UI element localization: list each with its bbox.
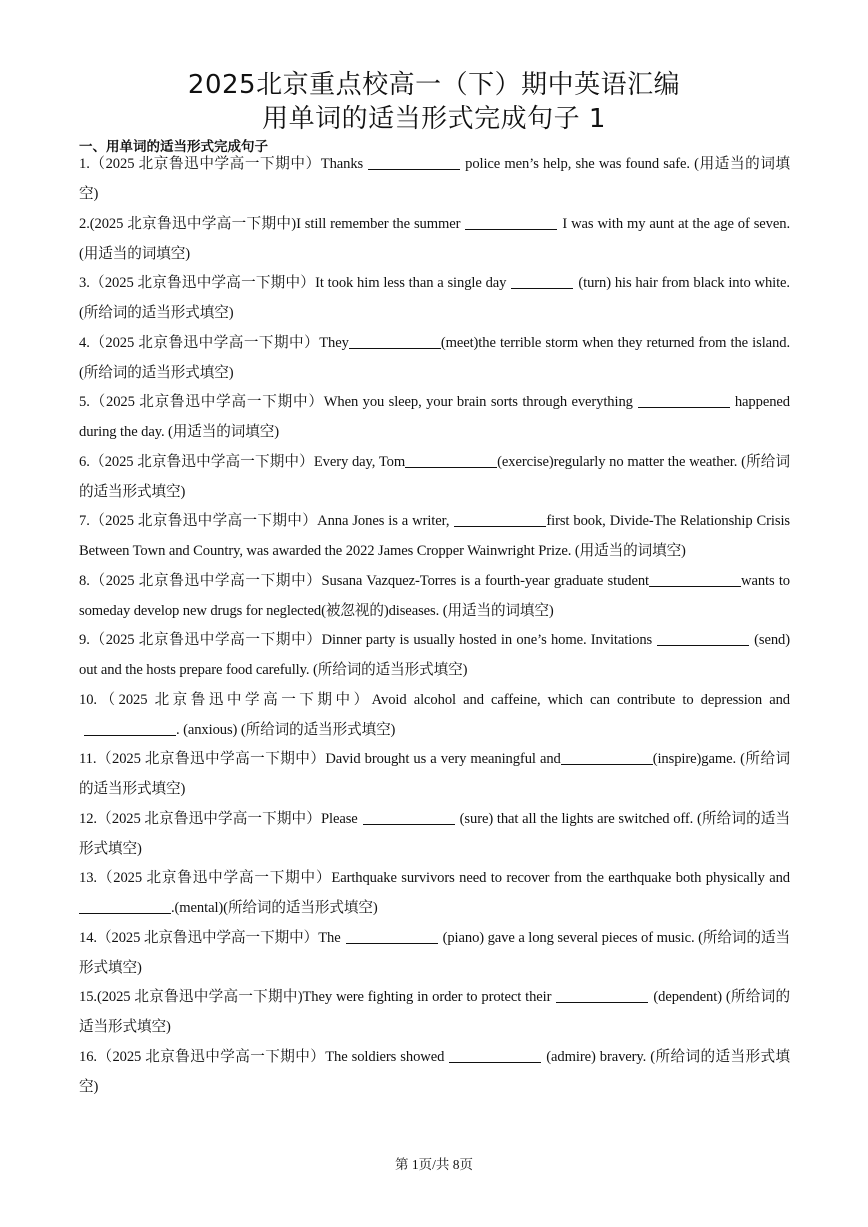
question-text-before: Every day, Tom — [313, 454, 406, 470]
question-number: 11. — [79, 751, 97, 767]
question-text-after: (sure) that all the lights are switched off. (所给词的适当形式填空) — [79, 811, 790, 857]
question-number: 1. — [79, 156, 90, 172]
question-number: 3. — [79, 275, 90, 291]
question-text-after: police men’s help, she was found safe. (用适当的词填空) — [79, 156, 790, 202]
question-source: （2025 北京鲁迅中学高一下期中） — [96, 930, 319, 946]
question-text-after: I was with my aunt at the age of seven. (用适当的词填空) — [79, 216, 791, 262]
question-text-before: It took him less than a single day — [315, 275, 507, 291]
question-source: （2025 北京鲁迅中学高一下期中） — [89, 632, 322, 648]
answer-blank — [449, 1047, 541, 1063]
question-source: （2025 北京鲁迅中学高一下期中） — [89, 335, 320, 351]
question-text-after: . (anxious) (所给词的适当形式填空) — [176, 721, 396, 738]
answer-blank — [84, 720, 176, 736]
question-source: （2025 北京鲁迅中学高一下期中） — [96, 1049, 326, 1065]
answer-blank — [346, 928, 438, 944]
question-item — [79, 507, 790, 567]
question-text-before: Susana Vazquez-Torres is a fourth-year graduate student — [321, 573, 650, 589]
question-text-before: The soldiers showed — [325, 1049, 445, 1065]
answer-blank — [511, 273, 573, 289]
question-number: 8. — [79, 573, 90, 589]
question-text-before: When you sleep, your brain sorts through everything — [323, 394, 633, 410]
question-text-after: (piano) gave a long several pieces of music. (所给词的适当形式填空) — [79, 930, 790, 976]
question-source: （2025 北京鲁迅中学高一下期中） — [96, 811, 321, 827]
answer-blank — [465, 214, 557, 230]
question-source: （2025 北京鲁迅中学高一下期中） — [89, 573, 322, 589]
document-title: 2025北京重点校高一（下）期中英语汇编 — [187, 70, 681, 100]
question-source: （2025 北京鲁迅中学高一下期中） — [89, 513, 318, 529]
answer-blank — [556, 987, 648, 1003]
question-text-before: The — [318, 930, 341, 946]
question-text-before: Dinner party is usually hosted in one’s home. Invitations — [321, 632, 653, 648]
page-footer: 第 1页/共 8页 — [394, 1157, 473, 1172]
answer-blank — [79, 898, 171, 914]
question-text-before: Please — [320, 811, 358, 827]
question-number: 6. — [79, 454, 90, 470]
question-source: （2025 北京鲁迅中学高一下期中） — [89, 275, 316, 291]
question-item — [79, 924, 790, 984]
question-source: （2025 北京鲁迅中学高一下期中） — [96, 751, 326, 767]
question-number: 9. — [79, 632, 90, 648]
question-item — [79, 686, 790, 746]
question-text-before: Anna Jones is a writer, — [317, 513, 450, 529]
question-text-after: (inspire)game. (所给词的适当形式填空) — [79, 751, 790, 797]
question-source: （2025 北京鲁迅中学高一下期中） — [96, 870, 332, 886]
question-source: （2025 北京鲁迅中学高一下期中） — [89, 454, 314, 470]
question-text-before: Thanks — [320, 156, 364, 172]
question-text-after: wants to someday develop new drugs for neglected(被忽视的)diseases. (用适当的词填空) — [79, 573, 790, 619]
answer-blank — [349, 333, 441, 349]
question-item — [79, 626, 790, 686]
question-item — [79, 983, 790, 1043]
answer-blank — [657, 630, 749, 646]
question-text-after: (turn) his hair from black into white. (所给词的适当形式填空) — [79, 275, 790, 321]
answer-blank — [561, 749, 653, 765]
answer-blank — [405, 452, 497, 468]
answer-blank — [363, 809, 455, 825]
question-text-before: Avoid alcohol and caffeine, which can contribute to depression and — [371, 692, 790, 708]
question-item — [79, 805, 790, 865]
question-text-after: (exercise)regularly no matter the weather. (所给词的适当形式填空) — [79, 454, 790, 500]
question-item — [79, 388, 790, 448]
question-number: 4. — [79, 335, 90, 351]
question-item — [79, 329, 790, 389]
question-text-before: Earthquake survivors need to recover from the earthquake both physically and — [331, 870, 790, 886]
question-text-before: They were fighting in order to protect their — [302, 989, 552, 1005]
question-source: （2025 北京鲁迅中学高一下期中） — [96, 692, 372, 708]
question-number: 2. — [79, 216, 90, 232]
question-item — [79, 567, 790, 627]
question-text-after: .(mental)(所给词的适当形式填空) — [171, 899, 378, 916]
question-source: (2025 北京鲁迅中学高一下期中) — [89, 216, 297, 232]
question-number: 13. — [79, 870, 97, 886]
answer-blank — [638, 392, 730, 408]
question-number: 7. — [79, 513, 90, 529]
question-text-after: first book, Divide-The Relationship Crisis Between Town and Country, was awarded the 2022 James Cropper Wainwright Prize. (用适当的词填空) — [79, 513, 790, 559]
document-subtitle: 用单词的适当形式完成句子 1 — [262, 104, 606, 134]
answer-blank — [368, 154, 460, 170]
question-text-after: (dependent) (所给词的适当形式填空) — [79, 989, 790, 1035]
question-text-after: happened during the day. (用适当的词填空) — [79, 394, 790, 440]
question-item — [79, 150, 790, 210]
question-number: 12. — [79, 811, 97, 827]
question-number: 16. — [79, 1049, 97, 1065]
section-heading: 一、用单词的适当形式完成句子 — [79, 139, 268, 155]
answer-blank — [649, 571, 741, 587]
question-item — [79, 745, 790, 805]
question-text-before: They — [319, 335, 349, 351]
question-text-after: (meet)the terrible storm when they returned from the island. (所给词的适当形式填空) — [79, 335, 790, 381]
question-source: （2025 北京鲁迅中学高一下期中） — [89, 394, 324, 410]
question-text-before: David brought us a very meaningful and — [325, 751, 561, 767]
question-item — [79, 1043, 790, 1103]
question-number: 14. — [79, 930, 97, 946]
question-text-after: (send) out and the hosts prepare food carefully. (所给词的适当形式填空) — [79, 632, 790, 678]
question-item — [79, 448, 790, 508]
question-item — [79, 210, 790, 270]
question-source: (2025 北京鲁迅中学高一下期中) — [96, 989, 303, 1005]
question-text-after: (admire) bravery. (所给词的适当形式填空) — [79, 1049, 790, 1095]
question-number: 10. — [79, 692, 97, 708]
question-source: （2025 北京鲁迅中学高一下期中） — [89, 156, 321, 172]
answer-blank — [454, 511, 546, 527]
question-item — [79, 269, 790, 329]
question-item — [79, 864, 790, 924]
question-number: 15. — [79, 989, 97, 1005]
question-text-before: I still remember the summer — [296, 216, 461, 232]
question-number: 5. — [79, 394, 90, 410]
